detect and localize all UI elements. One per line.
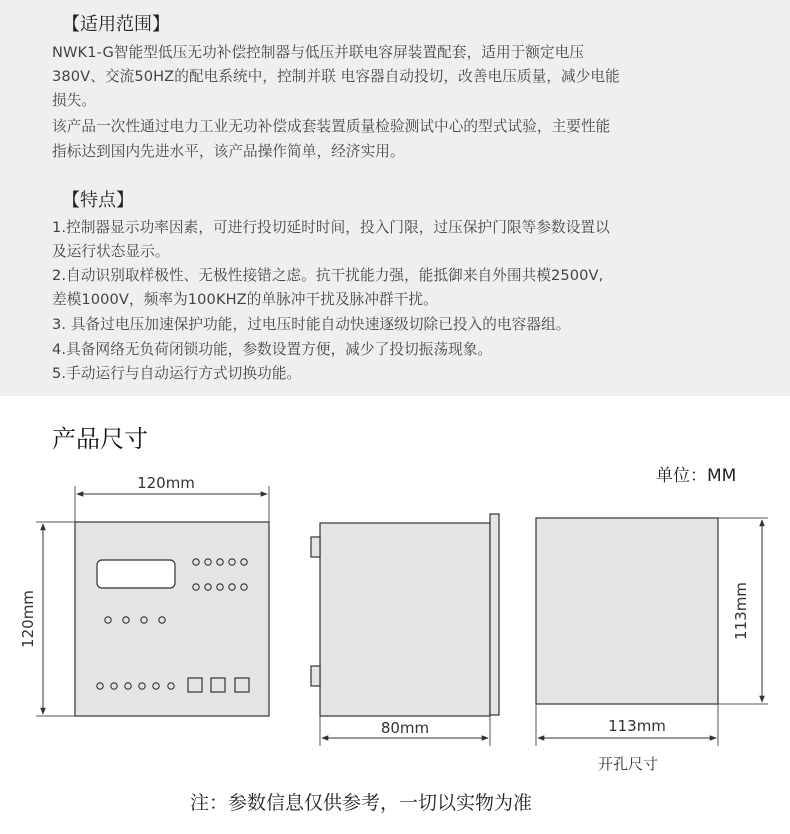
side-body [320,523,490,716]
disclaimer-note: 注：参数信息仅供参考，一切以实物为准 [190,792,533,814]
cutout-caption: 开孔尺寸 [597,755,659,773]
side-view [311,514,499,746]
cutout-area [536,518,718,704]
feature-line-3: 2.自动识别取样极性、无极性接错之虑。抗干扰能力强，能抵御来自外围共模2500V, [52,267,604,284]
unit-label: 单位：MM [656,466,737,486]
scope-heading: 【适用范围】 [62,14,170,35]
features-heading: 【特点】 [62,190,134,211]
scope-line-1: NWK1-G智能型低压无功补偿控制器与低压并联电容屏装置配套，适用于额定电压 [52,44,585,61]
cutout-height-label: 113mm [732,582,750,640]
terminal-bottom [311,666,320,686]
front-height-label: 120mm [19,590,37,648]
cutout-width-label: 113mm [608,717,666,735]
scope-line-5: 指标达到国内先进水平，该产品操作简单，经济实用。 [52,143,405,160]
terminal-top [311,537,320,557]
cutout-view [536,518,768,773]
side-bezel [490,514,499,715]
scope-line-2: 380V、交流50HZ的配电系统中，控制并联 电容器自动投切，改善电压质量，减少电能 [52,68,620,85]
feature-line-1: 1.控制器显示功率因素，可进行投切延时时间，投入门限，过压保护门限等参数设置以 [52,219,610,236]
feature-line-7: 5.手动运行与自动运行方式切换功能。 [52,365,302,382]
front-width-label: 120mm [137,474,195,492]
feature-line-2: 及运行状态显示。 [52,243,170,260]
scope-line-3: 损失。 [52,92,97,109]
scope-line-4: 该产品一次性通过电力工业无功补偿成套装置质量检验测试中心的型式试验，主要性能 [52,118,611,135]
side-depth-label: 80mm [380,719,430,737]
front-view [19,474,269,716]
dimensions-title: 产品尺寸 [52,425,148,453]
feature-line-5: 3. 具备过电压加速保护功能，过电压时能自动快速逐级切除已投入的电容器组。 [52,316,571,333]
front-panel [75,522,269,716]
feature-line-6: 4.具备网络无负荷闭锁功能，参数设置方便，减少了投切振荡现象。 [52,341,493,358]
feature-line-4: 差模1000V，频率为100KHZ的单脉冲干扰及脉冲群干扰。 [52,291,438,308]
display-window [97,560,175,588]
